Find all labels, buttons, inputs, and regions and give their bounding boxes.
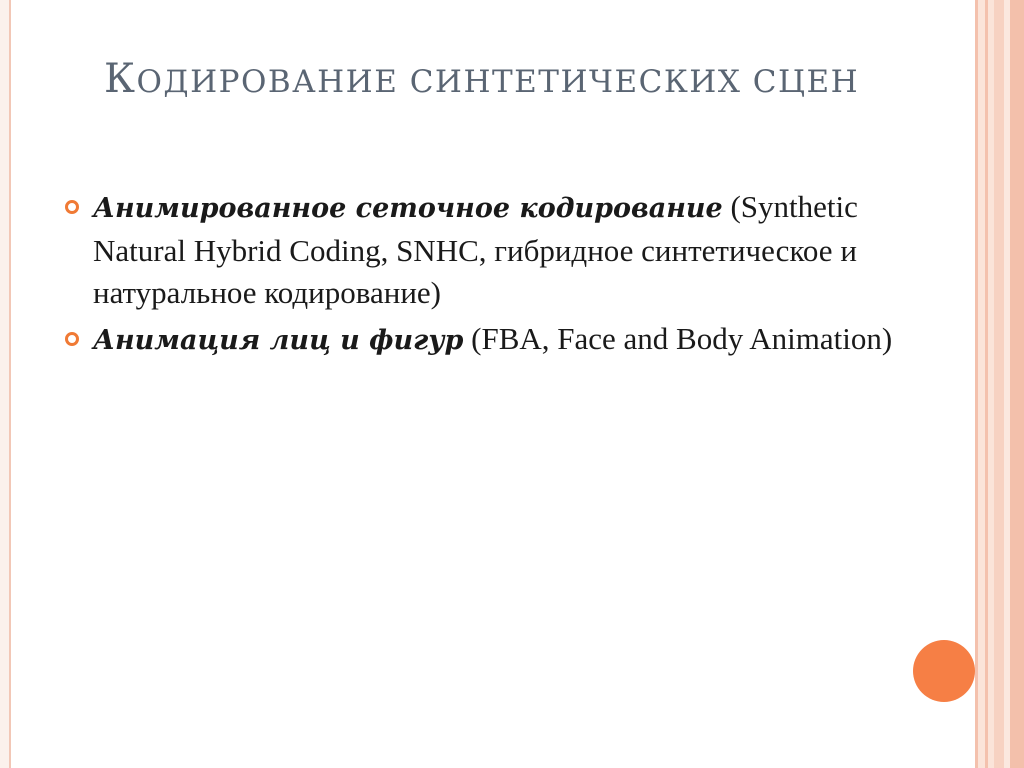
- bullet-list: [64, 186, 944, 366]
- bullet-text: (Synthetic Natural Hybrid Coding, SNHC, гибридное синтетическое и натуральное кодирование): [93, 189, 858, 310]
- bullet-term: Анимация лиц и фигур: [93, 325, 464, 356]
- slide-title-rest: ОДИРОВАНИЕ СИНТЕТИЧЕСКИХ СЦЕН: [136, 64, 860, 100]
- slide-title: [104, 56, 944, 102]
- decorative-stripe: [994, 0, 1004, 768]
- decorative-stripe: [1010, 0, 1024, 768]
- bullet-item: [64, 318, 944, 362]
- bullet-term: Анимированное сеточное кодирование: [93, 193, 723, 224]
- bullet-text: (FBA, Face and Body Animation): [463, 321, 893, 356]
- bullet-circle-icon: [65, 200, 79, 214]
- bullet-circle-icon: [65, 332, 79, 346]
- bullet-item: [64, 186, 944, 314]
- orange-circle-decoration: [913, 640, 975, 702]
- decorative-stripe: [978, 0, 985, 768]
- content-panel: [11, 0, 975, 768]
- slide-title-initial: К: [104, 56, 137, 102]
